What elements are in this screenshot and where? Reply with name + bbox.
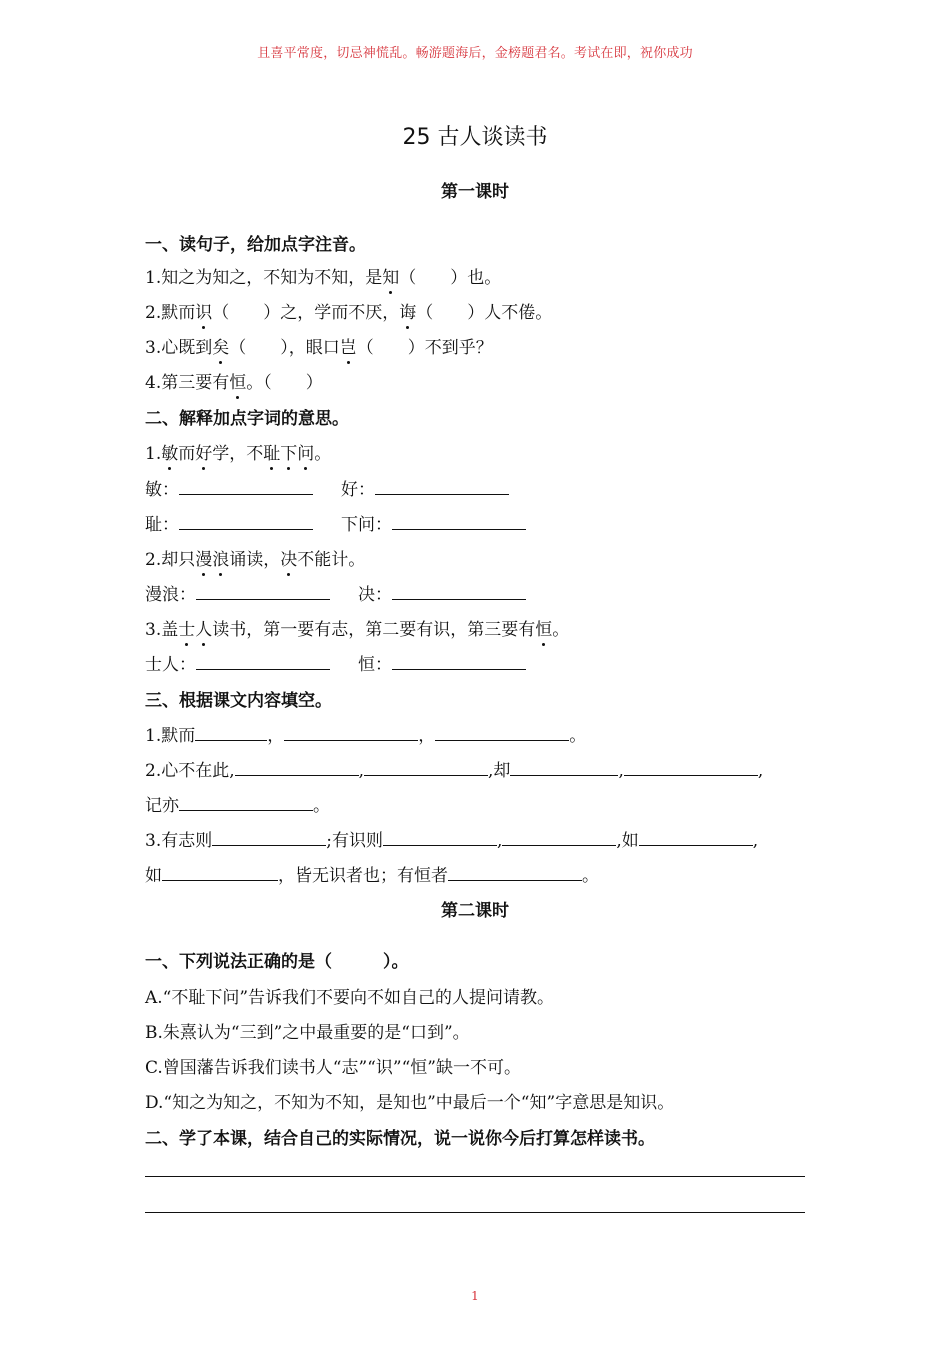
answer-blank[interactable]: [179, 511, 313, 530]
section-choice-heading: 一、下列说法正确的是（ ）。: [145, 952, 409, 972]
answer-blank[interactable]: [375, 476, 509, 495]
answer-blank[interactable]: [364, 757, 488, 776]
fill-question-2-continued: 记亦 。: [145, 791, 330, 816]
section-reflection-heading: 二、学了本课，结合自己的实际情况，说一说你今后打算怎样读书。: [145, 1129, 655, 1149]
answer-blank[interactable]: [510, 757, 618, 776]
answer-blank[interactable]: [435, 722, 569, 741]
answer-row-manlang-jue: 漫浪： 决：: [145, 580, 526, 605]
page-title: 25 古人谈读书: [402, 125, 548, 150]
answer-blank[interactable]: [502, 827, 616, 846]
pinyin-question-3: 3.心既到矣（ ），眼口岂（ ）不到乎？: [145, 333, 493, 358]
answer-blank[interactable]: [195, 722, 267, 741]
answer-row-chi-xiawen: 耻： 下问：: [145, 510, 526, 535]
section-fill-heading: 三、根据课文内容填空。: [145, 691, 332, 711]
page-header-motto: 且喜平常度，切忌神慌乱。畅游题海后，金榜题君名。考试在即，祝你成功: [257, 46, 693, 61]
answer-blank[interactable]: [392, 581, 526, 600]
fill-question-1: 1.默而 ， ， 。: [145, 721, 586, 746]
answer-blank[interactable]: [179, 792, 313, 811]
section-pinyin-heading: 一、读句子，给加点字注音。: [145, 235, 366, 255]
pinyin-question-4: 4.第三要有恒。（ ）: [145, 368, 323, 393]
choice-option-d[interactable]: D.“知之为知之，不知为不知，是知也”中最后一个“知”字意思是知识。: [145, 1093, 675, 1113]
answer-row-shiren-heng: 士人： 恒：: [145, 650, 526, 675]
fill-question-3-continued: 如 ，皆无识者也；有恒者 。: [145, 861, 599, 886]
writing-line[interactable]: [145, 1212, 805, 1213]
section-meaning-heading: 二、解释加点字词的意思。: [145, 409, 349, 429]
fill-question-2: 2.心不在此, , ,却 , ,: [145, 756, 763, 781]
answer-row-min-hao: 敏： 好：: [145, 475, 509, 500]
lesson-2-heading: 第二课时: [441, 901, 509, 921]
answer-blank[interactable]: [179, 476, 313, 495]
meaning-sentence-1: 1.敏而好学，不耻下问。: [145, 439, 331, 464]
answer-blank[interactable]: [448, 862, 582, 881]
answer-blank[interactable]: [284, 722, 418, 741]
choice-option-b[interactable]: B.朱熹认为“三到”之中最重要的是“口到”。: [145, 1023, 470, 1043]
answer-blank[interactable]: [196, 581, 330, 600]
answer-blank[interactable]: [212, 827, 326, 846]
meaning-sentence-3: 3.盖士人读书，第一要有志，第二要有识，第三要有恒。: [145, 615, 569, 640]
page-number: 1: [471, 1289, 479, 1303]
answer-blank[interactable]: [392, 651, 526, 670]
pinyin-question-1: 1.知之为知之，不知为不知，是知（ ）也。: [145, 263, 501, 288]
pinyin-question-2: 2.默而识（ ）之，学而不厌，诲（ ）人不倦。: [145, 298, 552, 323]
writing-line[interactable]: [145, 1176, 805, 1177]
lesson-1-heading: 第一课时: [441, 182, 509, 202]
fill-question-3: 3.有志则 ;有识则 , ,如 ,: [145, 826, 758, 851]
answer-blank[interactable]: [624, 757, 758, 776]
answer-blank[interactable]: [392, 511, 526, 530]
answer-blank[interactable]: [383, 827, 497, 846]
answer-blank[interactable]: [639, 827, 753, 846]
answer-blank[interactable]: [235, 757, 359, 776]
answer-blank[interactable]: [162, 862, 278, 881]
answer-blank[interactable]: [196, 651, 330, 670]
choice-option-c[interactable]: C.曾国藩告诉我们读书人“志”“识”“恒”缺一不可。: [145, 1058, 521, 1078]
meaning-sentence-2: 2.却只漫浪诵读，决不能计。: [145, 545, 365, 570]
choice-option-a[interactable]: A.“不耻下问”告诉我们不要向不如自己的人提问请教。: [145, 988, 555, 1008]
